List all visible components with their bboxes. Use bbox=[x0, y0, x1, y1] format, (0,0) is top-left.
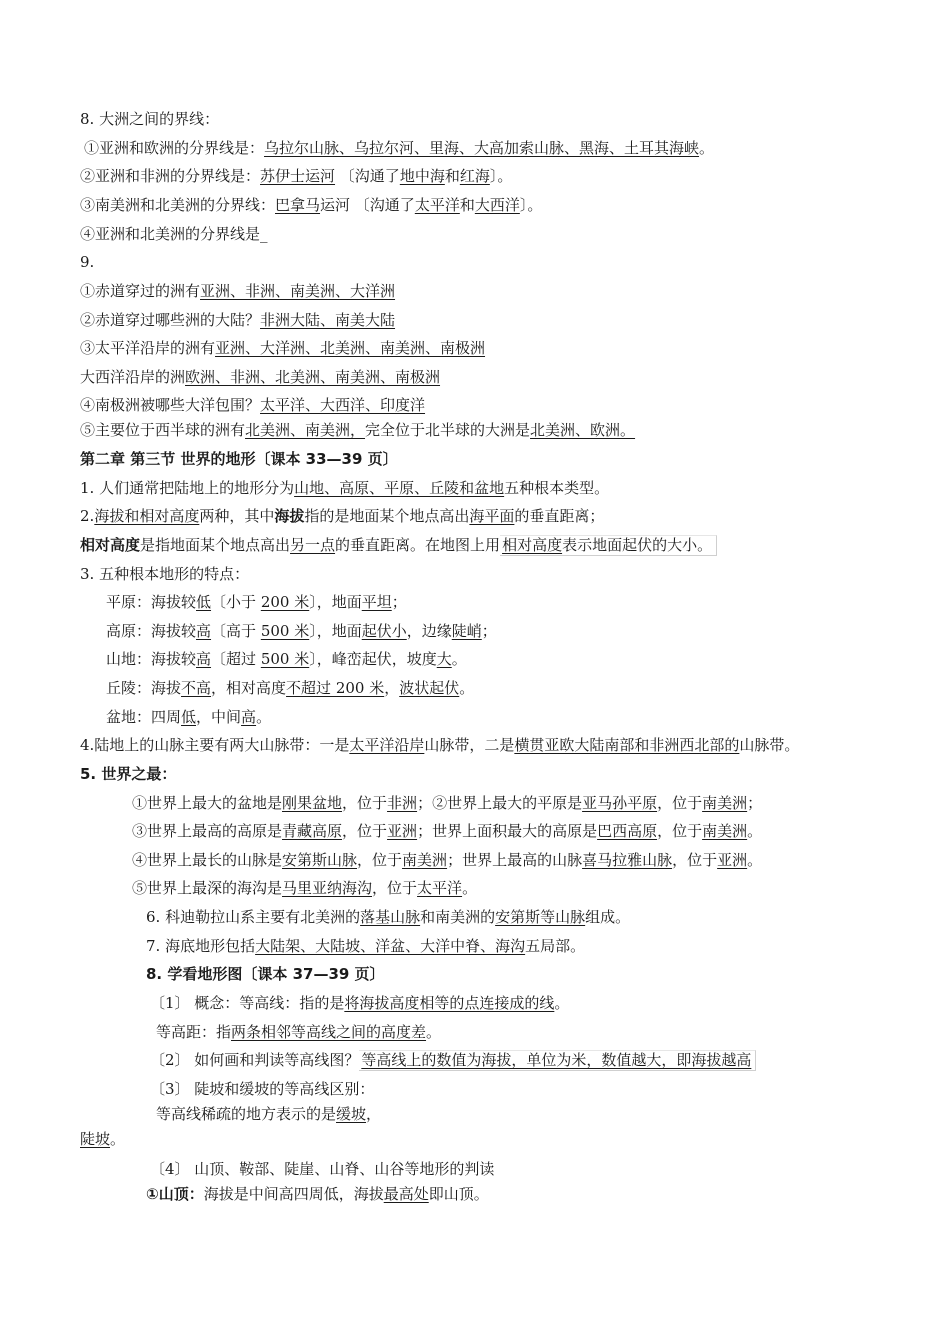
s9-line-4: 大西洋沿岸的洲欧洲、非洲、北美洲、南美洲、南极洲 bbox=[80, 368, 441, 386]
s8-title: 8. 大洲之间的界线： bbox=[80, 110, 220, 128]
point-7: 7. 海底地形包括大陆架、大陆坡、洋盆、大洋中脊、海沟五局部。 bbox=[146, 937, 586, 955]
contour-line-7: 〔4〕 山顶、鞍部、陡崖、山脊、山谷等地形的判读 bbox=[150, 1160, 495, 1178]
point-2-continued: 相对高度是指地面某个地点高出另一点的垂直距离。在地图上用 相对高度表示地面起伏的大小。 bbox=[80, 534, 717, 556]
s9-line-1: ①赤道穿过的洲有亚洲、非洲、南美洲、大洋洲 bbox=[80, 282, 396, 300]
landform-hills: 丘陵：海拔不高，相对高度不超过 200 米，波状起伏。 bbox=[106, 679, 475, 697]
point-2: 2.海拔和相对高度两种，其中海拔指的是地面某个地点高出海平面的垂直距离； bbox=[80, 507, 605, 525]
superlative-line-1: ①世界上最大的盆地是刚果盆地，位于非洲；②世界上最大的平原是亚马孙平原，位于南美洲； bbox=[132, 794, 763, 812]
s9-line-5: ④南极洲被哪些大洋包围？太平洋、大西洋、印度洋 bbox=[80, 396, 426, 414]
landform-basin: 盆地：四周低，中间高。 bbox=[106, 708, 272, 726]
superlative-line-4: ⑤世界上最深的海沟是马里亚纳海沟，位于太平洋。 bbox=[132, 879, 478, 897]
landform-mountain: 山地：海拔较高〔超过 500 米〕，峰峦起伏，坡度大。 bbox=[106, 650, 467, 668]
s8-line-1: ①亚洲和欧洲的分界线是：乌拉尔山脉、乌拉尔河、里海、大高加索山脉、黑海、土耳其海峡。 bbox=[84, 139, 715, 157]
contour-line-2: 等高距：指两条相邻等高线之间的高度差。 bbox=[156, 1023, 442, 1041]
contour-line-8: ①山顶：海拔是中间高四周低，海拔最高处即山顶。 bbox=[146, 1185, 489, 1203]
s8-line-4: ④亚洲和北美洲的分界线是_ bbox=[80, 225, 268, 243]
contour-line-4: 〔3〕 陡坡和缓坡的等高线区别： bbox=[150, 1080, 375, 1098]
contour-line-5: 等高线稀疏的地方表示的是缓坡， bbox=[156, 1105, 382, 1123]
s9-line-6: ⑤主要位于西半球的洲有北美洲、南美洲，完全位于北半球的大洲是北美洲、欧洲。 bbox=[80, 421, 636, 439]
point-5-title: 5. 世界之最： bbox=[80, 765, 177, 783]
s8-line-2: ②亚洲和非洲的分界线是：苏伊士运河 〔沟通了地中海和红海〕。 bbox=[80, 167, 513, 185]
contour-line-6: 陡坡。 bbox=[80, 1130, 126, 1148]
point-4: 4.陆地上的山脉主要有两大山脉带：一是太平洋沿岸山脉带，二是横贯亚欧大陆南部和非洲西北部的山脉带。 bbox=[80, 736, 800, 754]
point-3-title: 3. 五种根本地形的特点： bbox=[80, 565, 250, 583]
point-1: 1. 人们通常把陆地上的地形分为山地、高原、平原、丘陵和盆地五种根本类型。 bbox=[80, 479, 610, 497]
superlative-line-2: ③世界上最高的高原是青藏高原，位于亚洲；世界上面积最大的高原是巴西高原，位于南美洲。 bbox=[132, 822, 763, 840]
landform-plain: 平原：海拔较低〔小于 200 米〕，地面平坦； bbox=[106, 593, 407, 611]
s9-title: 9. bbox=[80, 253, 95, 271]
landform-plateau: 高原：海拔较高〔高于 500 米〕，地面起伏小，边缘陡峭； bbox=[106, 622, 497, 640]
s8-line-3: ③南美洲和北美洲的分界线：巴拿马运河 〔沟通了太平洋和大西洋〕。 bbox=[80, 196, 543, 214]
superlative-line-3: ④世界上最长的山脉是安第斯山脉，位于南美洲；世界上最高的山脉喜马拉雅山脉，位于亚洲。 bbox=[132, 851, 763, 869]
contour-line-3: 〔2〕 如何画和判读等高线图？ 等高线上的数值为海拔，单位为米，数值越大，即海拔越高 bbox=[150, 1049, 756, 1071]
s9-line-3: ③太平洋沿岸的洲有亚洲、大洋洲、北美洲、南美洲、南极洲 bbox=[80, 339, 486, 357]
contour-line-1: 〔1〕 概念：等高线：指的是将海拔高度相等的点连接成的线。 bbox=[150, 994, 570, 1012]
s9-line-2: ②赤道穿过哪些洲的大陆？非洲大陆、南美大陆 bbox=[80, 311, 396, 329]
point-8-title: 8. 学看地形图〔课本 37—39 页〕 bbox=[146, 965, 385, 983]
chapter-heading: 第二章 第三节 世界的地形〔课本 33—39 页〕 bbox=[80, 450, 398, 468]
point-6: 6. 科迪勒拉山系主要有北美洲的落基山脉和南美洲的安第斯等山脉组成。 bbox=[146, 908, 631, 926]
